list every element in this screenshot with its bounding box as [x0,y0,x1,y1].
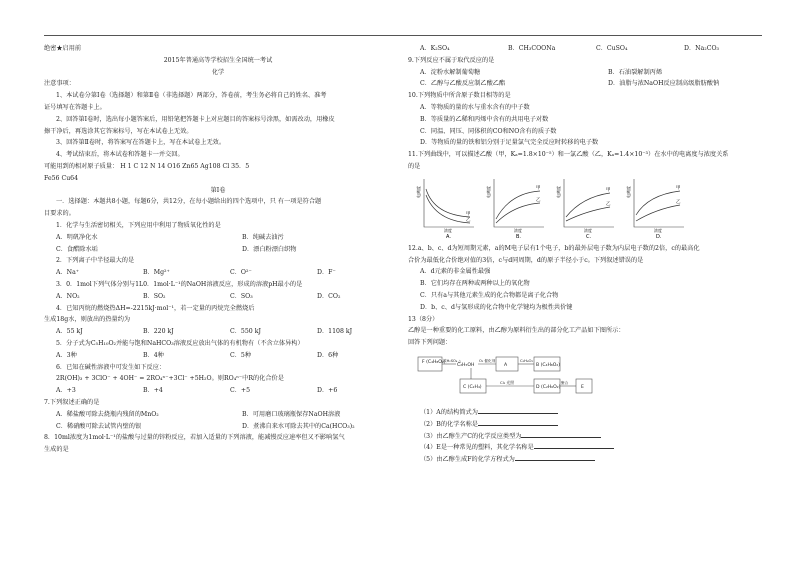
text-line: 5．分子式为C₅H₁₀O₂并能与饱和NaHCO₃溶液反应放出气体的有机物有（不含立体异构） [56,339,304,347]
curve-label: 甲 [466,211,471,217]
option-text: D．煮沸自来水可除去其中的Ca(HCO₃)₂ [242,422,355,430]
flow-arrow-label: Cl₂ 光照 [500,379,515,385]
option-text: A．+3 [56,387,76,395]
text-line: 6．已知在碱性溶液中可发生如下反应： [56,363,166,371]
option-text: D．6种 [317,351,339,359]
flow-node-label: A [504,362,508,368]
option-text: B．4种 [143,351,164,359]
text-line: 4．已知丙烷的燃烧热ΔH=-2215kJ·mol⁻¹，若一定量的丙烷完全燃烧后 [56,304,255,312]
option-text: C．CuSO₄ [596,45,628,52]
graph-svg [486,175,548,239]
text-line: 合价为最低化合价绝对值的3倍，c与d同周期，d的原子半径小于c。下列叙述错误的是 [408,256,644,264]
text-line: 2．下列离子中半径最大的是 [56,257,135,265]
y-axis-label: 电离度 [556,185,561,198]
text-line: 7.下列叙述正确的是 [44,398,100,406]
option-row [44,244,392,256]
sub-question [408,454,760,466]
sub-question-text: （3）由乙醇生产C的化学反应类型为 [420,432,522,440]
option-text: B．纯碱去油污 [242,233,284,241]
option-text: D．F⁻ [317,269,336,277]
right-column [408,43,760,466]
option-text: C．+5 [230,387,251,395]
left-column [44,43,392,456]
flow-node-label: E [581,384,584,390]
text-line: 目要求的。 [44,210,75,218]
graph-curve [426,189,470,217]
flow-node-label: D (C₂H₆O₂) [536,384,561,390]
graph-caption: A. [446,233,451,239]
y-axis-label: 电离度 [486,185,491,198]
y-axis-label: 电离度 [626,185,631,198]
text-line: 2015年普通高等学校招生全国统一考试 [163,56,273,64]
node-box [576,379,592,393]
sub-question [408,431,760,443]
graph-caption: B. [516,233,522,239]
text-line: 化学 [211,68,225,76]
option-text: B．可用磨口玻璃瓶保存NaOH溶液 [242,410,341,418]
text-line: B．它们均存在两种或两种以上的氧化物 [420,280,530,288]
flow-node-label: F (C₄H₈O₂) [422,359,446,365]
text-line: 12.a、b、c、d为短周期元素，a的M电子层有1个电子，b的最外层电子数为内层电子数的2倍，c的最高化 [408,244,700,252]
ionization-graphs [408,175,760,239]
text-line: 11.下列曲线中，可以描述乙酸（甲，Kₐ=1.8×10⁻⁵）和一氯乙酸（乙，Kₐ=1.4×10⁻³）在水中的电离度与浓度关系 [408,151,729,159]
text-line: 一．选择题：本题共8小题，每题6分，共12分，在每小题给出的四个选项中，只 有一项是符合题 [56,198,322,206]
option-text: D．Na₂CO₃ [684,45,720,52]
text-line: 9.下列反应不属于取代反应的是 [408,56,495,64]
sub-question [408,419,760,431]
right-column-middle [408,243,760,349]
flowchart-svg [416,353,716,401]
option-row [408,43,760,55]
option-row [44,350,392,362]
graph-curve [566,207,610,221]
option-text: C．5种 [230,351,252,359]
answer-blank[interactable] [515,454,595,461]
option-text: A．Na⁺ [56,269,80,277]
graph-caption: C. [586,233,592,239]
option-text: C．稀硝酸可除去试管内壁的银 [56,422,142,430]
text-line: 乙醇是一种重要的化工原料，由乙醇为原料衍生出的部分化工产品如下图所示： [408,327,625,335]
text-line: 注意事项： [44,80,75,88]
right-column-top [408,43,760,173]
option-text: A．淀粉水解制葡萄糖 [420,68,481,76]
text-line: 2R(OH)₃ + 3ClO⁻ + 4OH⁻ = 2RO₄ⁿ⁻+3Cl⁻ +5H₂O。则RO₄ⁿ⁻中R的化合价是 [56,375,284,383]
option-text: B．SO₂ [143,292,166,300]
text-line: C．只有a与其他元素生成的化合物都是离子化合物 [420,291,559,299]
curve-label: 甲 [606,187,611,193]
answer-blank[interactable] [478,407,558,414]
answer-blank[interactable] [478,419,558,426]
text-line: 可能用到的相对原子质量： H 1 C 12 N 14 O16 Zn65 Ag108 Cl 35．5 [44,162,250,170]
sub-question-text: （2）B的化学名称是 [420,420,478,428]
graph-option [416,175,478,239]
option-text: D．漂白粉漂白织物 [242,245,297,253]
option-text: A．K₂SO₄ [420,45,450,52]
text-line: 擦干净后，再选涂其它答案标号，写在本试卷上无效。 [44,127,193,135]
graph-option [486,175,548,239]
graph-curve [426,195,470,223]
curve-label: 乙 [676,199,681,205]
option-text: D．1108 kJ [317,328,353,336]
graph-curve [636,205,680,221]
text-line: D．等物质的量的铁和铝分别于足量氯气完全反应时转移的电子数 [420,139,599,147]
curve-label: 乙 [466,217,471,223]
text-line: 回答下列问题： [408,339,452,347]
curve-label: 乙 [606,201,611,207]
flow-arrow-label: 聚合 [561,380,569,385]
text-line: 1、本试卷分第Ⅰ卷（选择题）和第Ⅱ卷（非选择题）两部分，答卷前，考生务必将自己的姓名、准考 [56,92,327,100]
x-axis-label: 浓度 [444,227,452,233]
graph-option [626,175,688,239]
answer-blank[interactable] [521,431,601,438]
flow-arrow-label: O₂ 催化剂 [479,358,496,363]
question-13-parts [408,407,760,466]
graph-svg [416,175,478,239]
flow-arrow-label: 浓H₂SO₄ △ [443,358,462,363]
text-line: B．等质量的乙稀和丙烯中含有的共用电子对数 [420,115,549,123]
option-text: C．食醋除水垢 [56,245,98,253]
text-line: Fe56 Cu64 [44,174,79,182]
option-text: C．SO₃ [230,292,253,300]
text-line: 生成的是 [44,446,69,454]
graph-curve [496,203,540,223]
text-line: 10.下列物质中所含原子数目相等的是 [408,92,511,100]
x-axis-label: 浓度 [514,227,522,233]
graph-curve [496,191,540,219]
sub-question-text: （5）由乙醇生成F的化学方程式为 [420,456,515,464]
option-text: B．石油裂解制丙烯 [608,68,663,76]
curve-label: 乙 [536,197,541,203]
sub-question [408,442,760,454]
graph-svg [626,175,688,239]
text-line: 绝密★启用前 [44,45,82,52]
curve-label: 甲 [536,185,541,191]
option-text: A．55 kJ [56,328,83,336]
graph-caption: D. [656,233,662,239]
option-text: D．+6 [317,387,338,395]
text-line: 3．0．1mol下列气体分别与1L0．1mol·L⁻¹的NaOH溶液反应，形成的溶液pH最小的是 [56,280,303,288]
option-row [408,78,760,90]
graph-svg [556,175,618,239]
text-line: 证号填写在答题卡上。 [44,103,106,111]
x-axis-label: 浓度 [654,227,662,233]
curve-label: 甲 [676,185,681,191]
option-row [44,291,392,303]
option-text: C．550 kJ [230,328,261,336]
option-row [44,421,392,433]
option-row [44,232,392,244]
option-text: A．NO₂ [56,292,80,300]
flow-node-label: B (C₄H₈O₂) [536,362,560,368]
text-line: D．b、c、d与氢形成的化合物中化学键均为极性共价键 [420,303,573,311]
graph-curve [566,193,610,217]
sub-question-text: （4）E是一种常见的塑料，其化学名称是 [420,444,534,452]
graph-curve [636,191,680,215]
text-line: 13（8分） [408,315,439,323]
text-line: 2、回答第Ⅰ卷时，选出每小题答案后，用铅笔把答题卡上对应题目的答案标号涂黑，如需改动，用橡皮 [56,115,335,123]
flow-node-label: C₂H₅OH [457,362,475,368]
answer-blank[interactable] [534,442,614,449]
option-text: A．明矾净化水 [56,233,98,241]
text-line: 3、回答第Ⅱ卷时，将答案写在答题卡上，写在本试卷上无效。 [56,139,226,147]
text-line: 生成18g水，则放出的热量约为 [44,316,131,324]
option-text: B．CH₃COONa [508,45,556,52]
text-line: A．等物质的量的水与重水含有的中子数 [420,103,530,111]
text-line: 的是 [408,162,421,170]
text-line: A．d元素的非金属性最强 [420,268,491,276]
option-row [44,409,392,421]
flow-node-label: C (C₂H₄) [463,384,482,390]
flow-arrow-label: C₂H₄O₂ [520,357,534,363]
text-line: C．同温、同压、同体积的CO和NO含有的质子数 [420,127,557,135]
option-text: C．O²⁻ [230,269,252,277]
text-line: 4、考试结束后，将本试卷和答题卡一并交回。 [56,151,184,159]
option-row [44,385,392,397]
ethanol-flowchart [416,353,760,401]
option-row [44,267,392,279]
y-axis-label: 电离度 [416,185,421,198]
option-text: B．220 kJ [143,328,174,336]
option-row [408,67,760,79]
option-text: B．+4 [143,387,163,395]
option-row [44,326,392,338]
sub-question-text: （1）A的结构简式为 [420,408,478,416]
text-line: 8．10ml浓度为1mol·L⁻¹的盐酸与过量的锌粉反应，若加入适量的下列溶液，能减慢反应速率但又不影响氢气 [44,434,345,442]
text-line: 第Ⅰ卷 [210,186,226,194]
option-text: A．3种 [56,351,77,359]
sub-question [408,407,760,419]
option-text: B．Mg²⁺ [143,269,170,277]
option-text: D．油脂与浓NaOH反应制高级脂肪酸钠 [608,80,720,88]
option-text: A．稀盐酸可除去烧瓶内残留的MnO₂ [56,410,159,418]
option-text: C．乙醇与乙酸反应制乙酸乙酯 [420,80,506,88]
text-line: 1．化学与生活密切相关，下列应用中利用了物质氧化性的是 [56,221,221,229]
top-rule [44,35,762,36]
x-axis-label: 浓度 [584,227,592,233]
option-text: D．CO₂ [317,292,341,300]
graph-option [556,175,618,239]
